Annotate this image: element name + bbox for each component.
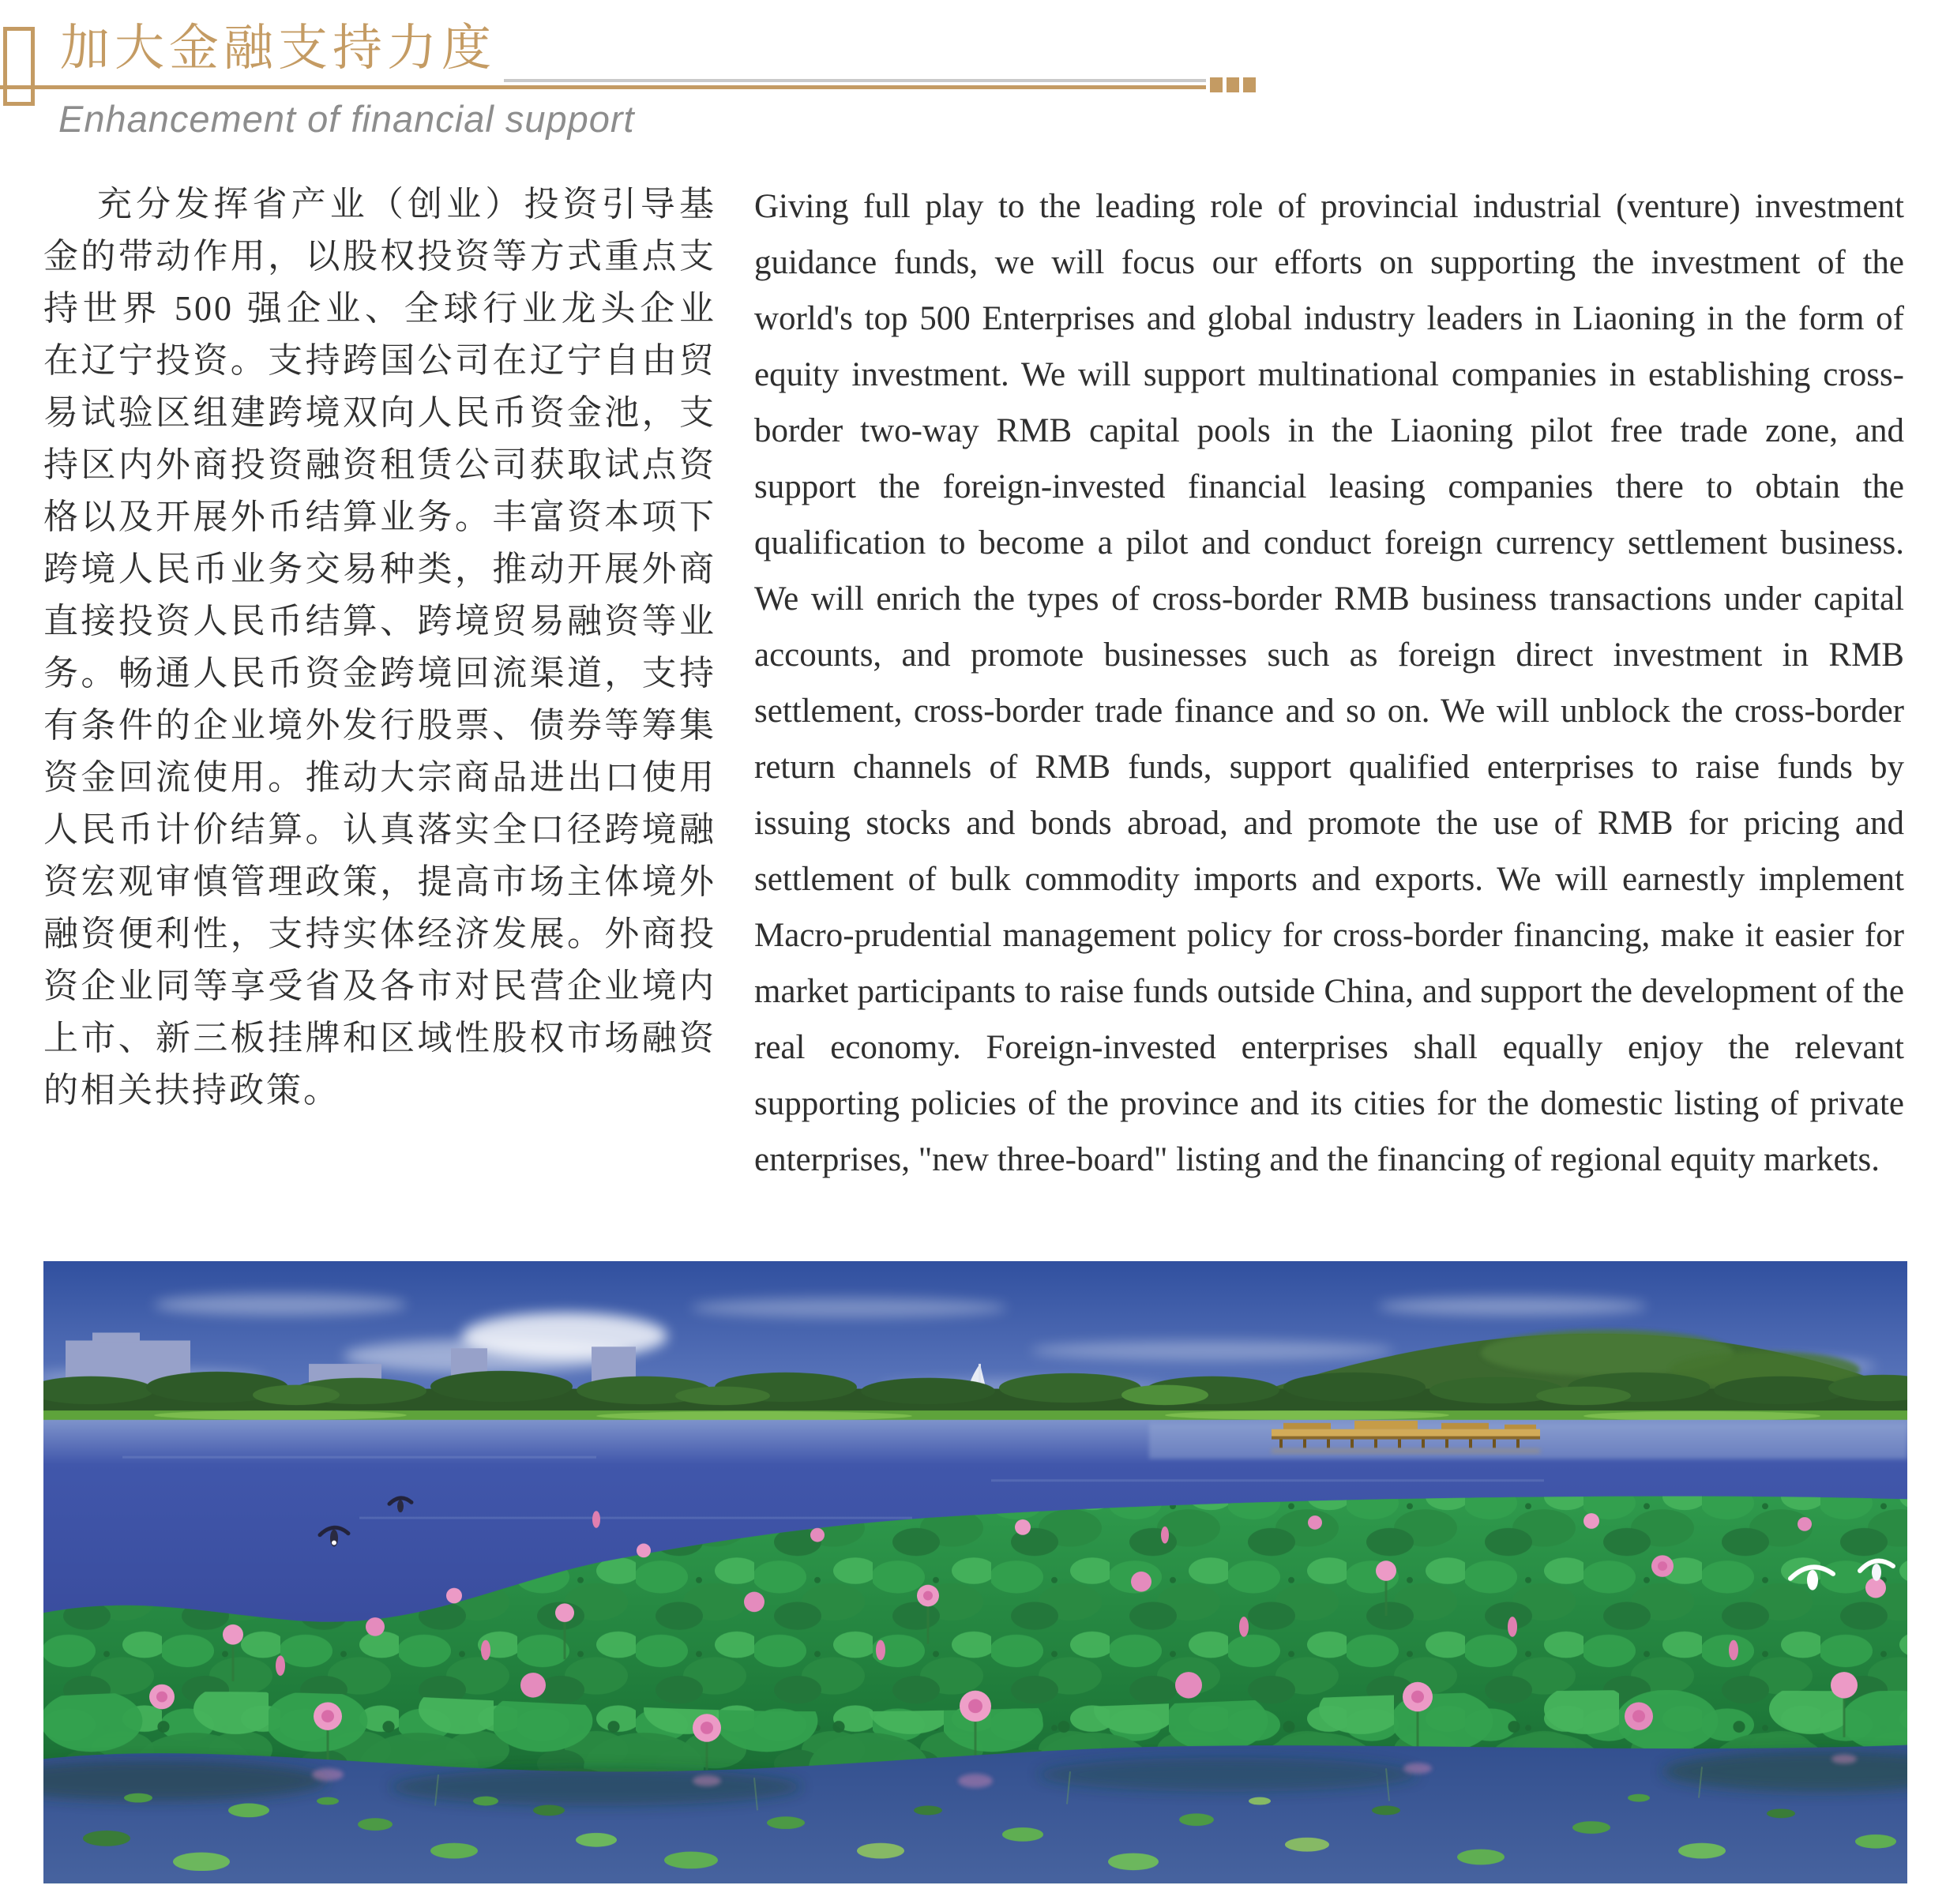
header-rule-gold xyxy=(0,85,1206,89)
page-subtitle-english: Enhancement of financial support xyxy=(58,98,635,140)
water-reflection xyxy=(43,1745,1907,1883)
header-rule-gray xyxy=(504,79,1206,82)
chinese-paragraph: 充分发挥省产业（创业）投资引导基金的带动作用，以股权投资等方式重点支持世界 500 强企业、全球行业龙头企业在辽宁投资。支持跨国公司在辽宁自由贸易试验区组建跨境双向人民币资金池，支持区内外商投资融资租赁公司获取试点资格以及开展外币结算业务。丰富资本项下跨境人民币业务交易种类，推动开展外商直接投资人民币结算、跨境贸易融资等业务。畅通人民币资金跨境回流渠道，支持有条件的企业境外发行股票、债券等筹集资金回流使用。推动大宗商品进出口使用人民币计价结算。认真落实全口径跨境融资宏观审慎管理政策，提高市场主体境外融资便利性，支持实体经济发展。外商投资企业同等享受省及各市对民营企业境内上市、新三板挂牌和区域性股权市场融资的相关扶持政策。 xyxy=(43,185,716,1110)
gold-bracket-ornament xyxy=(3,27,35,106)
grass-strip xyxy=(43,1410,1907,1421)
lotus-lake-photo xyxy=(43,1261,1907,1883)
chinese-text-column xyxy=(43,178,716,1117)
page-title-chinese: 加大金融支持力度 xyxy=(60,21,496,76)
english-paragraph: Giving full play to the leading role of provincial industrial (venture) investment guidance funds, we will focus our efforts on supporting the investment of the world's top 500 Enterprises and global industry leaders in Liaoning in the form of equity investment. We will support multinational companies in establishing cross-border two-way RMB capital pools in the Liaoning pilot free trade zone, and support the foreign-invested financial leasing companies there to obtain the qualification to become a pilot and conduct foreign currency settlement business. We will enrich the types of cross-border RMB business transactions under capital accounts, and promote businesses such as foreign direct investment in RMB settlement, cross-border trade finance and so on. We will unblock the cross-border return channels of RMB funds, support qualified enterprises to raise funds by issuing stocks and bonds abroad, and promote the use of RMB for pricing and settlement of bulk commodity imports and exports. We will earnestly implement Macro-prudential management policy for cross-border financing, make it easier for market participants to raise funds outside China, and support the development of the real economy. Foreign-invested enterprises shall equally enjoy the relevant supporting policies of the province and its cities for the domestic listing of private enterprises, "new three-board" listing and the financing of regional equity markets. xyxy=(754,188,1904,1178)
english-text-column xyxy=(754,178,1904,1188)
header-rule-squares-ornament xyxy=(1210,77,1256,92)
